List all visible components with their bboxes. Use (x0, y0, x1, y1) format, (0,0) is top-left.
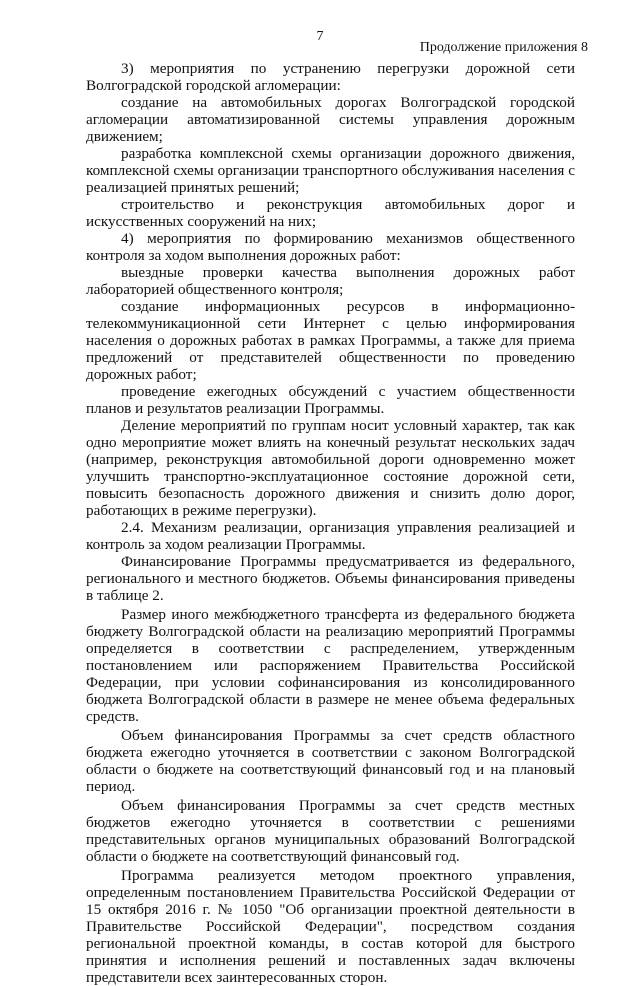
paragraph: Объем финансирования Программы за счет средств областного бюджета ежегодно уточняется в соответствии с законом Волгоградской области о бюджете на соответствующий финансовый год и на плановый период. (86, 727, 575, 795)
paragraph: Размер иного межбюджетного трансферта из федерального бюджета бюджету Волгоградской области на реализацию мероприятий Программы определяется в соответствии с распределением, утвержденным постановлением или распоряжением Правительства Российской Федерации, при условии софинансирования из консолидированного бюджета Волгоградской области в размере не менее объема федеральных средств. (86, 606, 575, 725)
paragraph: Финансирование Программы предусматривается из федерального, регионального и местного бюджетов. Объемы финансирования приведены в таблице 2. (86, 553, 575, 604)
paragraph: 3) мероприятия по устранению перегрузки дорожной сети Волгоградской городской агломерации: (86, 60, 575, 94)
paragraph: выездные проверки качества выполнения дорожных работ лабораторией общественного контроля; (86, 264, 575, 298)
paragraph: Деление мероприятий по группам носит условный характер, так как одно мероприятие может влиять на конечный результат нескольких задач (например, реконструкция автомобильной дороги одновременно может улучшить транспортно-эксплуатационное состояние дорожной сети, повысить безопасность дорожного движения и снизить долю дорог, работающих в режиме перегрузки). (86, 417, 575, 519)
section-heading: 2.4. Механизм реализации, организация управления реализацией и контроль за ходом реализации Программы. (86, 519, 575, 553)
paragraph: проведение ежегодных обсуждений с участием общественности планов и результатов реализации Программы. (86, 383, 575, 417)
paragraph: создание на автомобильных дорогах Волгоградской городской агломерации автоматизированной системы управления дорожным движением; (86, 94, 575, 145)
appendix-continuation-label: Продолжение приложения 8 (419, 40, 588, 55)
paragraph: Объем финансирования Программы за счет средств местных бюджетов ежегодно уточняется в соответствии с решениями представительных органов муниципальных образований Волгоградской области о бюджете на соответствующий финансовый год. (86, 797, 575, 865)
page-number: 7 (316, 29, 324, 44)
paragraph: разработка комплексной схемы организации дорожного движения, комплексной схемы организации транспортного обслуживания населения с реализацией принятых решений; (86, 145, 575, 196)
paragraph: Программа реализуется методом проектного управления, определенным постановлением Правительства Российской Федерации от 15 октября 2016 г. № 1050 "Об организации проектной деятельности в Правительстве Российской Федерации", посредством создания региональной проектной команды, в состав которой для быстрого принятия и исполнения решений и поставленных задач включены представители всех заинтересованных сторон. (86, 867, 575, 986)
body-text (86, 60, 575, 986)
paragraph: 4) мероприятия по формированию механизмов общественного контроля за ходом выполнения дорожных работ: (86, 230, 575, 264)
paragraph: строительство и реконструкция автомобильных дорог и искусственных сооружений на них; (86, 196, 575, 230)
paragraph: создание информационных ресурсов в информационно-телекоммуникационной сети Интернет с целью информирования населения о дорожных работах в рамках Программы, а также для приема предложений от представителей общественности по проведению дорожных работ; (86, 298, 575, 383)
